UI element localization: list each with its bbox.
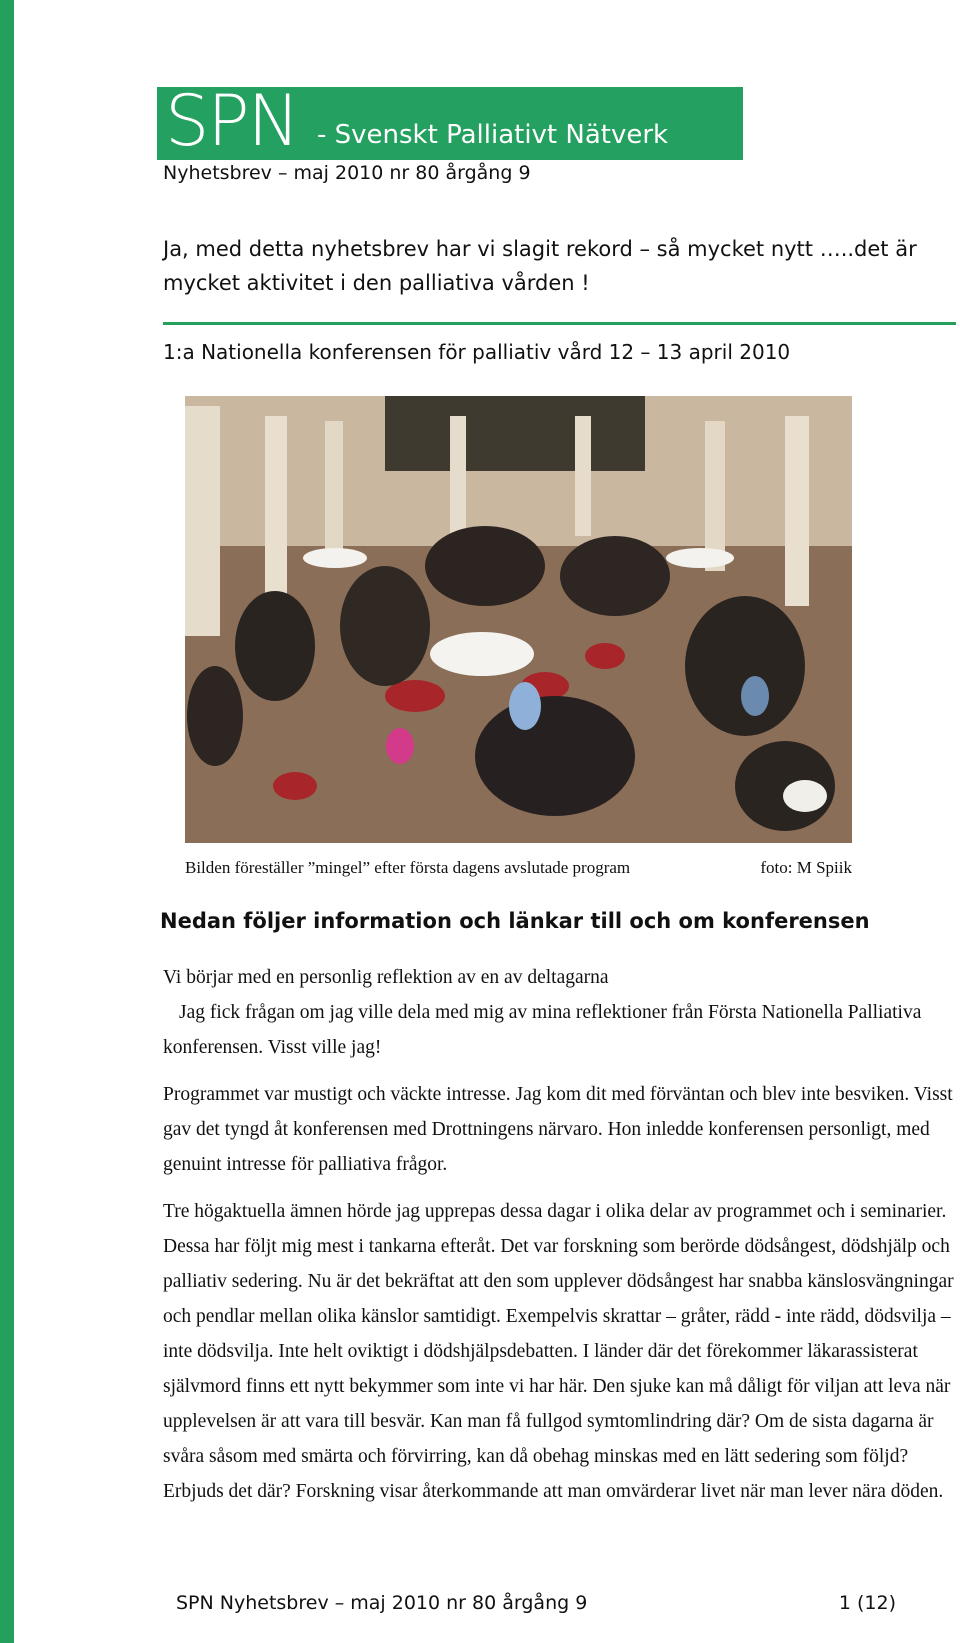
conference-photo-illustration	[185, 396, 852, 843]
photo-credit: foto: M Spiik	[760, 858, 852, 877]
paragraph-1: Vi börjar med en personlig reflektion av en av deltagarna	[163, 967, 609, 988]
info-heading: Nedan följer information och länkar till och om konferensen	[160, 909, 870, 933]
spn-banner-logo	[157, 87, 743, 160]
footer-issue: SPN Nyhetsbrev – maj 2010 nr 80 årgång 9	[176, 1592, 588, 1614]
photo-caption: Bilden föreställer ”mingel” efter första dagens avslutade program	[185, 858, 631, 877]
paragraph-2: Jag fick frågan om jag ville dela med mig av mina reflektioner från Första Nationella Palliativa konferensen. Visst ville jag!	[163, 1002, 922, 1058]
conference-photo	[185, 396, 852, 843]
section-title: 1:a Nationella konferensen för palliativ vård 12 – 13 april 2010	[163, 340, 791, 364]
left-accent-bar	[0, 0, 14, 1643]
paragraph-3: Programmet var mustigt och väckte intresse. Jag kom dit med förväntan och blev inte besviken. Visst gav det tyngd åt konferensen med Drottningens närvaro. Hon inledde konferensen personligt, med genuint intresse för palliativa frågor.	[163, 1084, 953, 1175]
logo-short: SPN	[165, 87, 299, 160]
issue-line: Nyhetsbrev – maj 2010 nr 80 årgång 9	[163, 162, 531, 184]
paragraph-4: Tre högaktuella ämnen hörde jag upprepas dessa dagar i olika delar av programmet och i seminarier. Dessa har följt mig mest i tankarna efteråt. Det var forskning som berörde dödsångest, dödshjälp och palliativ sedering. Nu är det bekräftat att den som upplever dödsångest har snabba känslosvängningar och pendlar mellan olika känslor samtidigt. Exempelvis skrattar – gråter, rädd - inte rädd, dödsvilja – inte dödsvilja. Inte helt oviktigt i dödshjälpsdebatten. I länder där det förekommer läkarassisterat självmord finns ett nytt bekymmer som inte vi har här. Den sjuke kan må dåligt för viljan att leva när upplevelsen är att vara till besvär. Kan man få fullgod symtomlindring där? Om de sista dagarna är svåra såsom med smärta och förvirring, kan då obehag minskas med en lätt sedering som följd? Erbjuds det där? Forskning visar återkommande att man omvärderar livet när man lever nära döden.	[163, 1201, 954, 1502]
intro-text: Ja, med detta nyhetsbrev har vi slagit rekord – så mycket nytt …..det är mycket aktivitet i den palliativa vården !	[163, 237, 917, 295]
section-divider	[163, 322, 956, 325]
page-number: 1 (12)	[838, 1592, 896, 1614]
photo-caption-row	[185, 858, 852, 878]
page-footer	[176, 1592, 896, 1614]
logo-full-name: - Svenskt Palliativt Nätverk	[317, 120, 669, 150]
article-body	[163, 960, 956, 1509]
